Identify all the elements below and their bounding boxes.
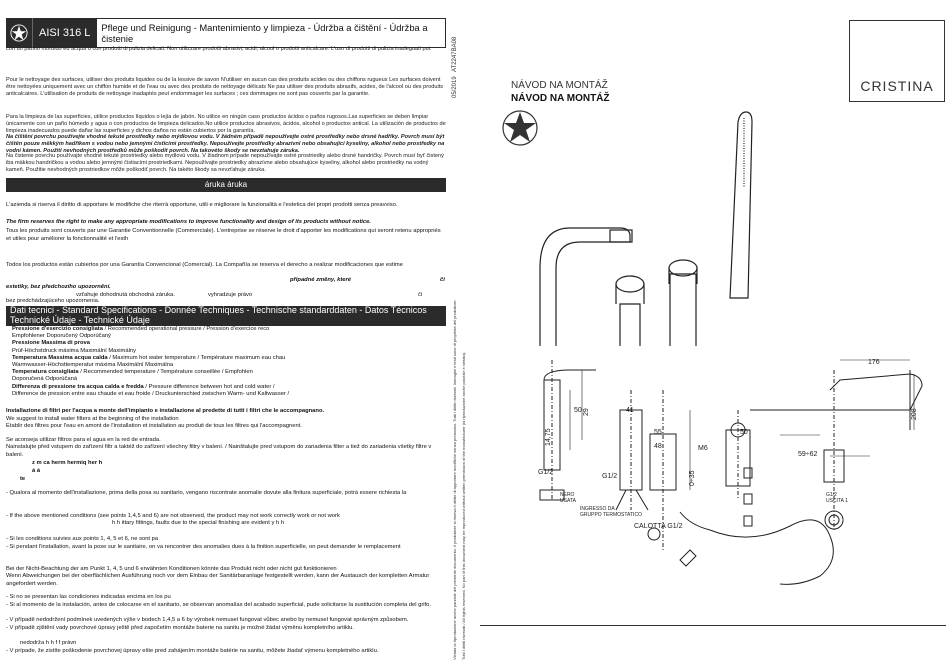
- care-french: Pour le nettoyage des surfaces, utiliser des produits liquides ou de la lessive de savon N'utiliser en aucun cas des produits acides ou des chiffons rugueux Les surfaces doivent être nettoyées uniquement avec un chiffon humide et de l'eau ou avec des produits de nettoyage délicats Ne pas utiliser des produits abrasifs, acides, de l'alcool ou des produits anticalcaires. L'utilisation de produits de nettoyage inadaptés peut endommager les surfaces ; ces dommages ne sont pas couverts par la garantie.: [6, 77, 444, 97]
- rights-english: The firm reserves the right to make any appropriate modifications to improve functionality and design of its products without notice.: [6, 219, 371, 225]
- install-fragment-1: z m ca herm hermiq her h: [32, 460, 103, 466]
- spec-row: [12, 369, 444, 376]
- specs-bar: [6, 306, 446, 326]
- care-italian: con un panno morbido ed acqua o con prodotti di pulizia delicati. Non utilizzare prodotti abrasivi, acidi, alcool o prodotti anticalcare. L'uso di prodotti di pulizia inadeguati pui.: [6, 46, 432, 52]
- rights-italian: L'azienda si riserva il diritto di apportare le modifiche che riterrà opportune, utili e migliorare la funzionalità e l'estetica dei propri prodotti senza preavviso.: [6, 202, 398, 208]
- spec-label: Temperatura Massima acqua calda: [12, 354, 108, 361]
- specs-list: [12, 326, 444, 398]
- warranty-spanish-1: - Si no se presentan las condiciones indicadas encima en los pu: [6, 594, 171, 600]
- warranty-english: - If the above mentioned conditions (see points 1,4,5 and 6) are not observed, the product may not work correctly work or not work: [6, 513, 340, 519]
- doc-code: AT2247BA08: [452, 36, 458, 72]
- rights-czech-b: či: [440, 277, 445, 283]
- dim-9: 0÷35: [689, 470, 696, 486]
- spec-text: Difference de pression entre eau chaude et eau froide / Druckunterschied zwischen Warm- und Kaltwasser /: [12, 390, 290, 397]
- instructions-title-czech: NÁVOD NA MONTÁŽ: [511, 80, 608, 91]
- legal-note-1: Vietata la riproduzione anche parziale del presente documento. Il produttore si riserva il diritto di apportare modifiche senza preavviso. Tutti i diritti riservati. Immagini e testi sono di proprietà del produttore.: [452, 299, 457, 660]
- warranty-czech-fragment: nedodrža h h f f právn: [20, 640, 77, 646]
- dim-6: 48: [654, 443, 662, 450]
- specs-title-1: Dati tecnici - Standard Specifications - Donnée Techniques - Technische standarddaten - Datos Técnicos: [10, 305, 427, 315]
- install-fragment-3: te: [20, 476, 26, 482]
- warranty-spanish-2: - Si al momento de la instalación, antes de colocarse en el sanitario, se observan anomalías del acabado superficial, pude solicitarse la sustitución completa del grifo.: [6, 602, 432, 608]
- instructions-title-slovak: NÁVOD NA MONTÁŽ: [511, 93, 610, 104]
- dim-2: 14,75: [545, 428, 552, 446]
- brand-box: [849, 20, 945, 102]
- label-3: CALOTTA G1/2: [634, 523, 683, 530]
- dim-4: 41: [626, 407, 634, 414]
- spec-row: [12, 355, 444, 362]
- warranty-bar: áruka áruka: [6, 178, 446, 192]
- warranty-czech-2: - V případě zjištění vady povrchové úpravy ještě před započetím montáže baterie na sanitu je možné žádat výměnu kompletního artiklu.: [6, 625, 354, 631]
- care-title: Pflege und Reinigung - Mantenimiento y limpieza - Údržba a čištění - Údržba a čistenie: [96, 18, 446, 48]
- spec-row: [12, 391, 444, 398]
- bottom-rule: [480, 625, 946, 626]
- dim-11: 59÷62: [798, 451, 818, 458]
- rights-czech-a: připadné změny, které: [290, 277, 351, 283]
- dim-7: M6: [698, 445, 708, 452]
- warranty-german-1: Bei der Nicht-Beachtung der am Punkt 1, 4, 5 und 6 erwähnten Konditionen könnte das Produkt nicht oder nicht gut funktionieren: [6, 566, 337, 572]
- product-sketch: [520, 108, 760, 348]
- install-french: Etablir des filtres pour l'eau en amont de l'installation et installation au produit de tous les filtres qui l'accompagnent.: [6, 423, 302, 429]
- spec-row: [12, 333, 444, 340]
- install-spanish: Se aconseja utilizar filtros para el agua en la red de entrada.: [6, 437, 161, 443]
- legal-note-2: Tutti i diritti riservati / All rights reserved. No part of this document may be reproduced without written permission of the manufacturer (la riproduzione anche parziale è vietata).: [461, 351, 466, 660]
- technical-drawing: [530, 350, 950, 600]
- spec-label: Differenza di pressione tra acqua calda e fredda: [12, 383, 144, 390]
- rights-slovak-b: vyhradzuje právo: [208, 292, 253, 298]
- dim-5: 55: [654, 429, 662, 436]
- dim-1: 50: [574, 407, 582, 414]
- warranty-french-1: - Si les conditions suivies aux points 1, 4, 5 et 6, ne sont pa: [6, 536, 159, 542]
- install-czech-slovak: Nainstalujte před vstupem do zařízení filtr a taktéž do zařízení všechny filtry v balení. / Nainštalujte pred vstupom do zariadenia filter a tiež do zariadenia všetky filtre v balení.: [6, 444, 432, 458]
- warranty-french-2: - Si pendant l'installation, avant la pose sur le sanitaire, on va rencontrer des anomalies dues à la finition superficielle, on peut demander le remplacement: [6, 544, 401, 550]
- doc-date: 05/2019: [452, 76, 458, 98]
- spec-text: Prüf-Höchstdruck máxima Maximální Maximálny: [12, 347, 137, 354]
- dim-12: 176: [868, 359, 880, 366]
- spec-text: / Recommended operational pressure / Pression d'exercice reco: [102, 326, 270, 332]
- steel-grade-label: AISI 316 L: [32, 18, 96, 48]
- spec-text: Warmwasser-Höchsttemperatur máxima Maximální Maximálna: [12, 362, 174, 369]
- care-spanish: Para la limpieza de las superficies, utilice productos líquidos o lejía de jabón. No utilice en ningún caso productos ácidos o paños rugosos.Las superficies se deben limpiar únicamente con un paño húmedo y agua o con productos de limpieza delicados.No utilice productos abrasivos, ácidos, alcohol o productos antical. La utilización de productos de limpieza inadecuados puede dañar las superficies y dichos daños no están cubiertos por la garantía.: [6, 114, 446, 134]
- rights-slovak-c: či: [418, 292, 423, 298]
- install-english: We suggest to install water filters at the beginning of the installation: [6, 416, 179, 422]
- rights-slovak-a: vzťahuje dohodnutá obchodná záruka.: [76, 292, 175, 298]
- brand-name: CRISTINA: [860, 78, 934, 94]
- spec-row: [12, 376, 444, 383]
- install-italian: Installazione di filtri per l'acqua a monte dell'impianto e installazione al predette di tutti i filtri che le accompagnano.: [6, 408, 325, 414]
- rights-slovak-d: bez predchádzajúceho upozornenia.: [6, 298, 100, 304]
- rights-czech-c: estetiky, bez předchozího upozornění.: [6, 284, 111, 290]
- install-fragment-2: á á: [32, 468, 41, 474]
- warranty-czech-1: - V případě nedodržení podmínek uvedených výše v bodech 1,4,5 a 6 by výrobek nemusel fungovat vůbec anebo by nemusel fungovat správným způsobem.: [6, 617, 409, 623]
- spec-text: / Recommended temperature / Température conseillée / Empfohlen: [78, 369, 253, 376]
- rights-french: Tous les produits sont couverts par une Garantie Conventionnelle (Commerciale). L'entreprise se réserve le droit d'apporter les modifications qui seront retenu appropriés et utiles pour améliorer la fonctionnalité et l'esth: [6, 228, 441, 242]
- spec-text: / Pressure difference between hot and cold water /: [143, 383, 275, 390]
- spec-row: [12, 326, 444, 333]
- warranty-slovak: - V prípade, že zistíte poškodenie povrchovej úpravy ešte pred zahájením montáže batérie na sanitu, môžete žiadať výmenu kompletného artiklu.: [6, 648, 379, 654]
- spec-row: [12, 348, 444, 355]
- spec-row: [12, 362, 444, 369]
- warranty-english-fragment: h h ittary fittings, faults due to the special finishing are evident y h h: [112, 520, 285, 526]
- spec-row: [12, 340, 444, 347]
- dim-3: 29: [583, 408, 590, 416]
- warranty-german-2: Wenn Abweichungen bei der oberflächlichen Ausführung noch vor dem Einbau der Sanitärbaranlage festgestellt werden, kann der Austausch der kompletten Armatur angefordert werden.: [6, 573, 430, 587]
- spec-text: / Maximum hot water temperature / Température maximum eau chau: [107, 354, 286, 361]
- dim-8: G1/2: [538, 469, 554, 476]
- star-logo-icon: [6, 18, 32, 48]
- dim-10: 50: [740, 429, 748, 436]
- care-slovak: Na čistenie povrchu používajte vhodné tekuté prostriedky alebo mydlovú vodu. V žiadnom prípade nepoužívajte ostré prostriedky alebo drsné handričky. Povrch musí byť čistený iba mäkkou handričkou a vodou alebo jemnými čistiacimi prostriedkami. Nepoužívajte prostriedky abrazívne alebo obsahujúce kyseliny, alkohol alebo prostriedky na vodný kameň. Použitie nevhodných prostriedkov môže poškodiť povrch. Na takéto škody sa nevzťahuje záruka.: [6, 153, 444, 173]
- spec-label: Pressione Massima di prova: [12, 340, 90, 347]
- specs-title-2: Technické Údaje - Technické Údaje: [10, 314, 150, 325]
- dim-14: G1/2: [602, 473, 618, 480]
- spec-label: Pressione d'esercizio consigliata: [12, 326, 103, 332]
- dim-13: 208: [911, 408, 918, 420]
- label-4: G1/2 USCITA 1: [826, 492, 848, 504]
- label-1: NERO USATA: [560, 492, 576, 504]
- warranty-italian: - Qualora al momento dell'installazione, prima della posa su sanitario, vengano riscontrate anomalie dovute alla finitura superficiale, potrà essere richiesta la: [6, 490, 407, 496]
- spec-label: Temperatura consigliata: [12, 369, 79, 376]
- rights-spanish: Todos los productos están cubiertos por una Garantía Convencional (Comercial). La Compañía se reserva el derecho a realizar modificaciones que estime: [6, 262, 403, 268]
- spec-row: [12, 384, 444, 391]
- care-czech: Na čištění povrchu používejte vhodné tekuté prostředky nebo mýdlovou vodu. V žádném případě nepoužívejte ostré prostředky nebo drsné hadříky. Povrch musí být čištěn pouze měkkým hadříkem s vodou nebo jemnými čisticími prostředky. Nepoužívejte prostředky abrazivní nebo obsahující kyseliny, alkohol nebo prostředky na vodní kámen. Použití nevhodných prostředků může poškodit povrch. Na takovéto škody se nevztahuje záruka.: [6, 134, 445, 154]
- spec-text: Empfohlener Doporučený Odporúčaný: [12, 333, 111, 340]
- label-2: INGRESSO DA GRUPPO TERMOSTATICO: [580, 506, 642, 518]
- header-bar: [6, 18, 446, 48]
- spec-text: Doporučená Odporúčaná: [12, 376, 78, 383]
